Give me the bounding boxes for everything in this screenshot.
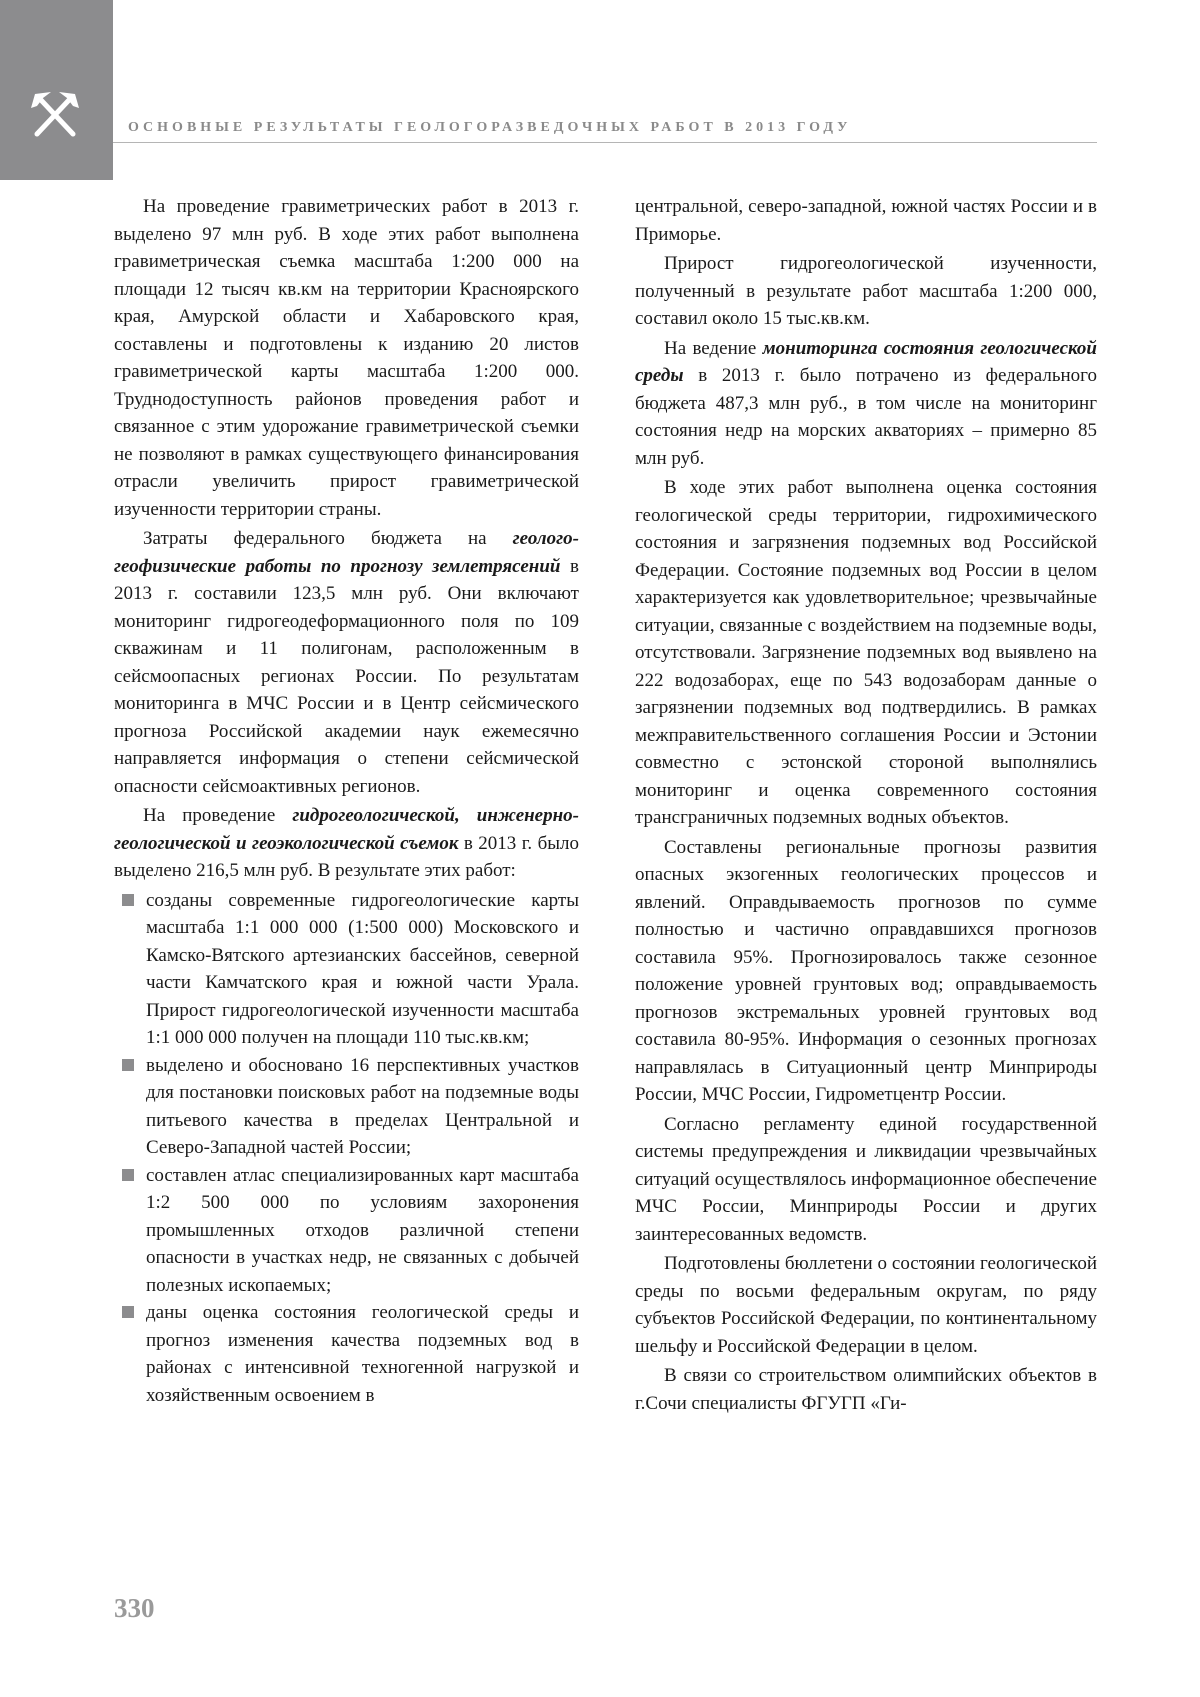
square-bullet-icon (122, 1306, 134, 1318)
left-column (114, 193, 579, 1409)
list-item-text: выделено и обосновано 16 перспективных участков для постановки поисковых работ на подземные воды питьевого качества в пределах Центральной и Северо-Западной частей России; (146, 1054, 579, 1158)
list-item (146, 1052, 579, 1162)
crossed-hammers-icon (29, 90, 81, 140)
list-item (146, 887, 579, 1052)
text-run: Затраты федерального бюджета на (143, 528, 513, 549)
text-run: На проведение (143, 805, 293, 826)
list-item-text: созданы современные гидрогеологические карты масштаба 1:1 000 000 (1:500 000) Московского и Камско-Вятского артезианских бассейнов, северной части Камчатского края и южной части Урала. Прирост гидрогеологической изученности масштаба 1:1 000 000 получен на площади 110 тыс.кв.км; (146, 889, 579, 1048)
square-bullet-icon (122, 1059, 134, 1071)
list-item-text: даны оценка состояния геологической среды и прогноз изменения качества подземных вод в районах с интенсивной техногенной нагрузкой и хозяйственным освоением в (146, 1302, 579, 1406)
paragraph-sochi: В связи со строительством олимпийских объектов в г.Сочи специалисты ФГУГП «Ги- (635, 1365, 1097, 1414)
running-header-title: ОСНОВНЫЕ РЕЗУЛЬТАТЫ ГЕОЛОГОРАЗВЕДОЧНЫХ РАБОТ В 2013 ГОДУ (128, 120, 852, 135)
emphasis-term: геолого-геофизические работы по прогнозу землетрясений (114, 528, 579, 577)
square-bullet-icon (122, 1169, 134, 1181)
list-item (146, 1299, 579, 1409)
text-run: в 2013 г. было выделено 216,5 млн руб. В результате этих работ: (114, 832, 579, 881)
right-column (635, 193, 1097, 1419)
emphasis-term: гидрогеологической, инженерно-геологической и геоэкологической съемок (114, 805, 579, 854)
paragraph-bulletins: Подготовлены бюллетени о состоянии геологической среды по восьми федеральным округам, по ряду субъектов Российской Федерации, по континентальному шельфу и Российской Федерации в целом. (635, 1253, 1097, 1357)
text-run: в 2013 г. было потрачено из федерального бюджета 487,3 млн руб., в том числе на мониторинг состояния недр на морских акваториях – примерно 85 млн руб. (635, 365, 1097, 469)
list-item-text: составлен атлас специализированных карт масштаба 1:2 500 000 по условиям захоронения промышленных отходов различной степени опасности в участках недр, не связанных с добычей полезных ископаемых; (146, 1164, 579, 1296)
paragraph-earthquake-forecast (114, 525, 579, 800)
paragraph-monitoring (635, 335, 1097, 473)
results-list (114, 887, 579, 1410)
page-number: 330 (114, 1593, 155, 1623)
paragraph-emergency-regulation: Согласно регламенту единой государственной системы предупреждения и ликвидации чрезвычайных ситуаций осуществлялось информационное обеспечение МЧС России, Минприроды России и других заинтересованных ведомств. (635, 1113, 1097, 1245)
list-item (146, 1162, 579, 1300)
text-run: На ведение (664, 337, 763, 359)
header-corner-block (0, 0, 113, 180)
paragraph-continuation: центральной, северо-западной, южной частях России и в Приморье. (635, 196, 1097, 245)
paragraph-groundwater-assessment: В ходе этих работ выполнена оценка состояния геологической среды территории, гидрохимического состояния и загрязнения подземных вод Российской Федерации. Состояние подземных вод России в целом характеризуется как удовлетворительное; чрезвычайные ситуации, связанные с воздействием на подземные воды, отсутствовали. Загрязнение подземных вод выявлено на 222 водозаборах, еще по 543 водозаборам данные о загрязнении подземных вод подтвердились. В рамках межправительственного соглашения России и Эстонии совместно с эстонской стороной выполнялись мониторинг и оценка современного состояния трансграничных подземных водных объектов. (635, 477, 1097, 828)
paragraph-regional-forecasts: Составлены региональные прогнозы развития опасных экзогенных геологических процессов и явлений. Оправдываемость прогнозов по сумме полностью и частично оправдавшихся прогнозов составила 95%. Прогнозировалось также сезонное положение уровней грунтовых вод; оправдываемость прогнозов экстремальных уровней грунтовых вод составила 80-95%. Информация о сезонных прогнозах направлялась в Ситуационный центр Минприроды России, МЧС России, Гидрометцентр России. (635, 836, 1097, 1105)
paragraph-hydrogeology-survey (114, 802, 579, 885)
paragraph-hydro-increment: Прирост гидрогеологической изученности, полученный в результате работ масштаба 1:200 000, составил около 15 тыс.кв.км. (635, 253, 1097, 329)
header-divider (113, 142, 1097, 143)
square-bullet-icon (122, 894, 134, 906)
text-run: в 2013 г. составили 123,5 млн руб. Они включают мониторинг гидрогеодеформационного поля по 109 скважинам и 11 полигонам, расположенным в сейсмоопасных регионах России. По результатам мониторинга в МЧС России и в Центр сейсмического прогноза Российской академии наук ежемесячно направляется информация о степени сейсмической опасности сейсмоактивных регионов. (114, 555, 579, 797)
paragraph-gravimetry: На проведение гравиметрических работ в 2013 г. выделено 97 млн руб. В ходе этих работ выполнена гравиметрическая съемка масштаба 1:200 000 на площади 12 тысяч кв.км на территории Красноярского края, Амурской области и Хабаровского края, составлены и подготовлены к изданию 20 листов гравиметрической карты масштаба 1:200 000. Труднодоступность районов проведения работ и связанное с этим удорожание гравиметрической съемки не позволяют в рамках существующего финансирования отрасли увеличить прирост гравиметрической изученности территории страны. (114, 196, 579, 520)
emphasis-term: мониторинга состояния геологической среды (635, 337, 1097, 386)
